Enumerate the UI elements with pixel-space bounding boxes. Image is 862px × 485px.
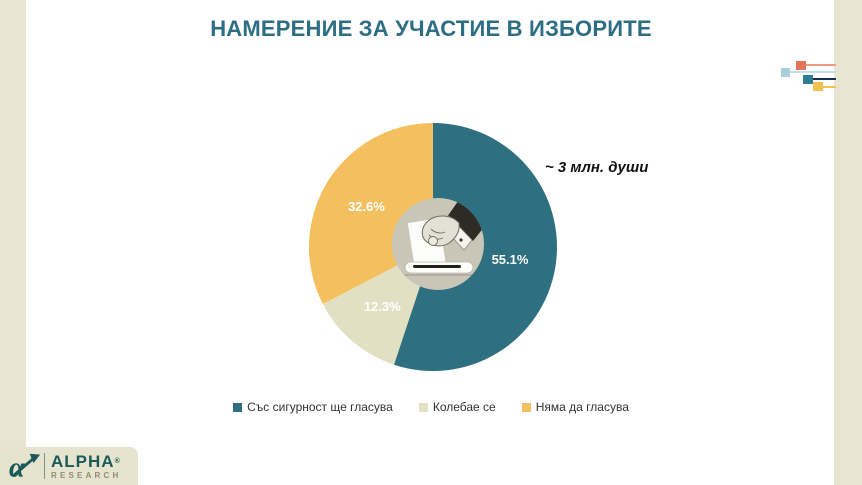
logo-subtitle: RESEARCH — [51, 470, 122, 480]
legend-item-wont-vote — [522, 400, 629, 414]
logo-divider — [44, 453, 45, 479]
chart-title: НАМЕРЕНИЕ ЗА УЧАСТИЕ В ИЗБОРИТЕ — [210, 16, 652, 41]
yellow-square-icon — [813, 82, 823, 91]
lightblue-square-icon — [781, 68, 790, 77]
pie-slice-label-0: 55.1% — [491, 251, 529, 267]
coral-square-icon — [796, 61, 806, 70]
pie-slice-label-2: 32.6% — [347, 199, 385, 214]
registered-mark: ® — [114, 457, 121, 465]
annotation-3mln-dushi: ~ 3 млн. души — [545, 159, 649, 176]
legend-marker-yellow-icon — [522, 403, 531, 412]
teal-square-icon — [803, 75, 813, 84]
legend-label: Колебае се — [432, 400, 496, 414]
pie-chart — [309, 123, 557, 371]
yellow-line — [823, 86, 836, 88]
lightblue-line — [790, 71, 836, 73]
navy-line — [813, 78, 836, 80]
logo-name: ALPHA® — [51, 451, 121, 471]
legend-marker-teal-icon — [233, 403, 242, 412]
alpha-research-logo — [0, 447, 138, 485]
legend-label: Няма да гласува — [535, 400, 629, 414]
legend-item-hesitant — [419, 400, 496, 414]
coral-line — [806, 64, 836, 66]
legend — [0, 400, 862, 414]
svg-text:α: α — [8, 452, 25, 481]
legend-label: Със сигурност ще гласува — [247, 400, 393, 414]
pie-slice-label-1: 12.3% — [363, 298, 401, 314]
legend-item-certain-vote — [233, 400, 393, 414]
legend-marker-beige-icon — [419, 403, 428, 412]
alpha-glyph-icon — [8, 451, 42, 481]
